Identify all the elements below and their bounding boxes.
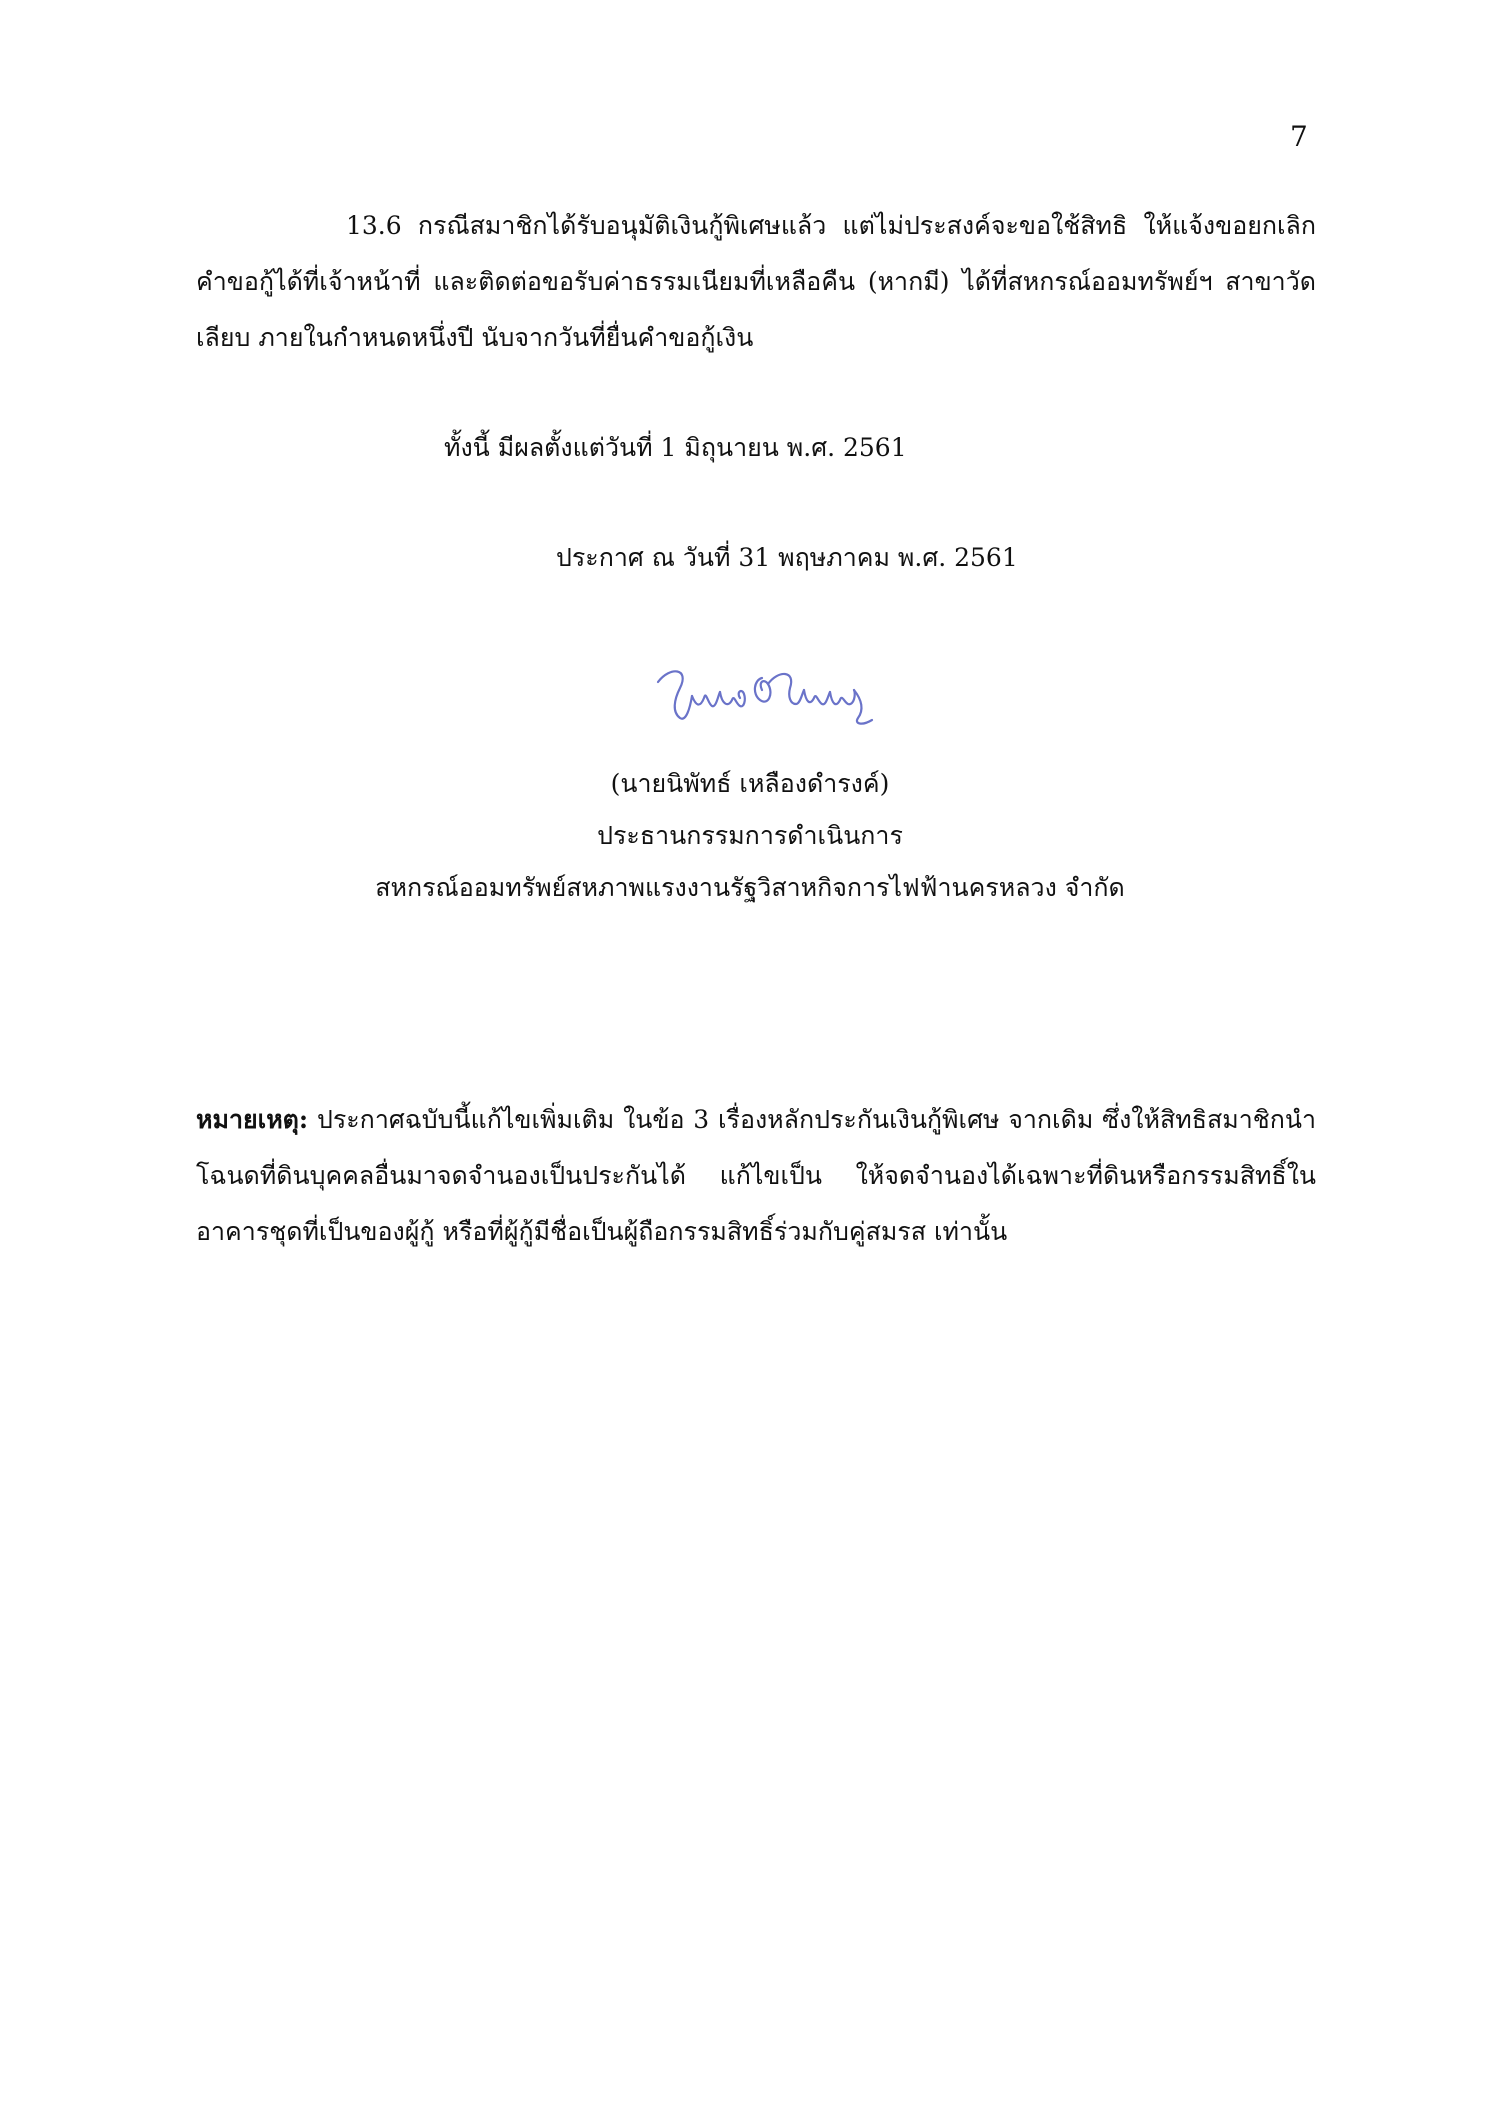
clause-13-6 xyxy=(196,198,1316,366)
clause-text: 13.6 กรณีสมาชิกได้รับอนุมัติเงินกู้พิเศษแล้ว แต่ไม่ประสงค์จะขอใช้สิทธิ ให้แจ้งขอยกเลิก คำขอกู้ได้ที่เจ้าหน้าที่ และติดต่อขอรับค่าธรรมเนียมที่เหลือคืน (หากมี) ได้ที่สหกรณ์ออมทรัพย์ฯ สาขาวัดเลียบ ภายในกำหนดหนึ่งปี นับจากวันที่ยื่นคำขอกู้เงิน xyxy=(196,211,1316,352)
signer-name: (นายนิพัทธ์ เหลืองดำรงค์) xyxy=(610,769,890,798)
announcement-date-line: ประกาศ ณ วันที่ 31 พฤษภาคม พ.ศ. 2561 xyxy=(556,543,1018,572)
remark-text: ประกาศฉบับนี้แก้ไขเพิ่มเติม ในข้อ 3 เรื่องหลักประกันเงินกู้พิเศษ จากเดิม ซึ่งให้สิทธิสมาชิกนำโฉนดที่ดินบุคคลอื่นมาจดจำนองเป็นประกันได้ แก้ไขเป็น ให้จดจำนองได้เฉพาะที่ดินหรือกรรมสิทธิ์ในอาคารชุดที่เป็นของผู้กู้ หรือที่ผู้กู้มีชื่อเป็นผู้ถือกรรมสิทธิ์ร่วมกับคู่สมรส เท่านั้น xyxy=(196,1105,1316,1246)
page-number: 7 xyxy=(1290,120,1308,153)
signer-organization: สหกรณ์ออมทรัพย์สหภาพแรงงานรัฐวิสาหกิจการไฟฟ้านครหลวง จำกัด xyxy=(375,873,1125,902)
effective-date-line: ทั้งนี้ มีผลตั้งแต่วันที่ 1 มิถุนายน พ.ศ. 2561 xyxy=(444,433,907,462)
signature-image xyxy=(650,660,890,740)
remark-label: หมายเหตุ: xyxy=(196,1105,309,1134)
signer-block xyxy=(250,758,1250,914)
remark-note xyxy=(196,1092,1316,1260)
signer-position: ประธานกรรมการดำเนินการ xyxy=(597,821,903,850)
